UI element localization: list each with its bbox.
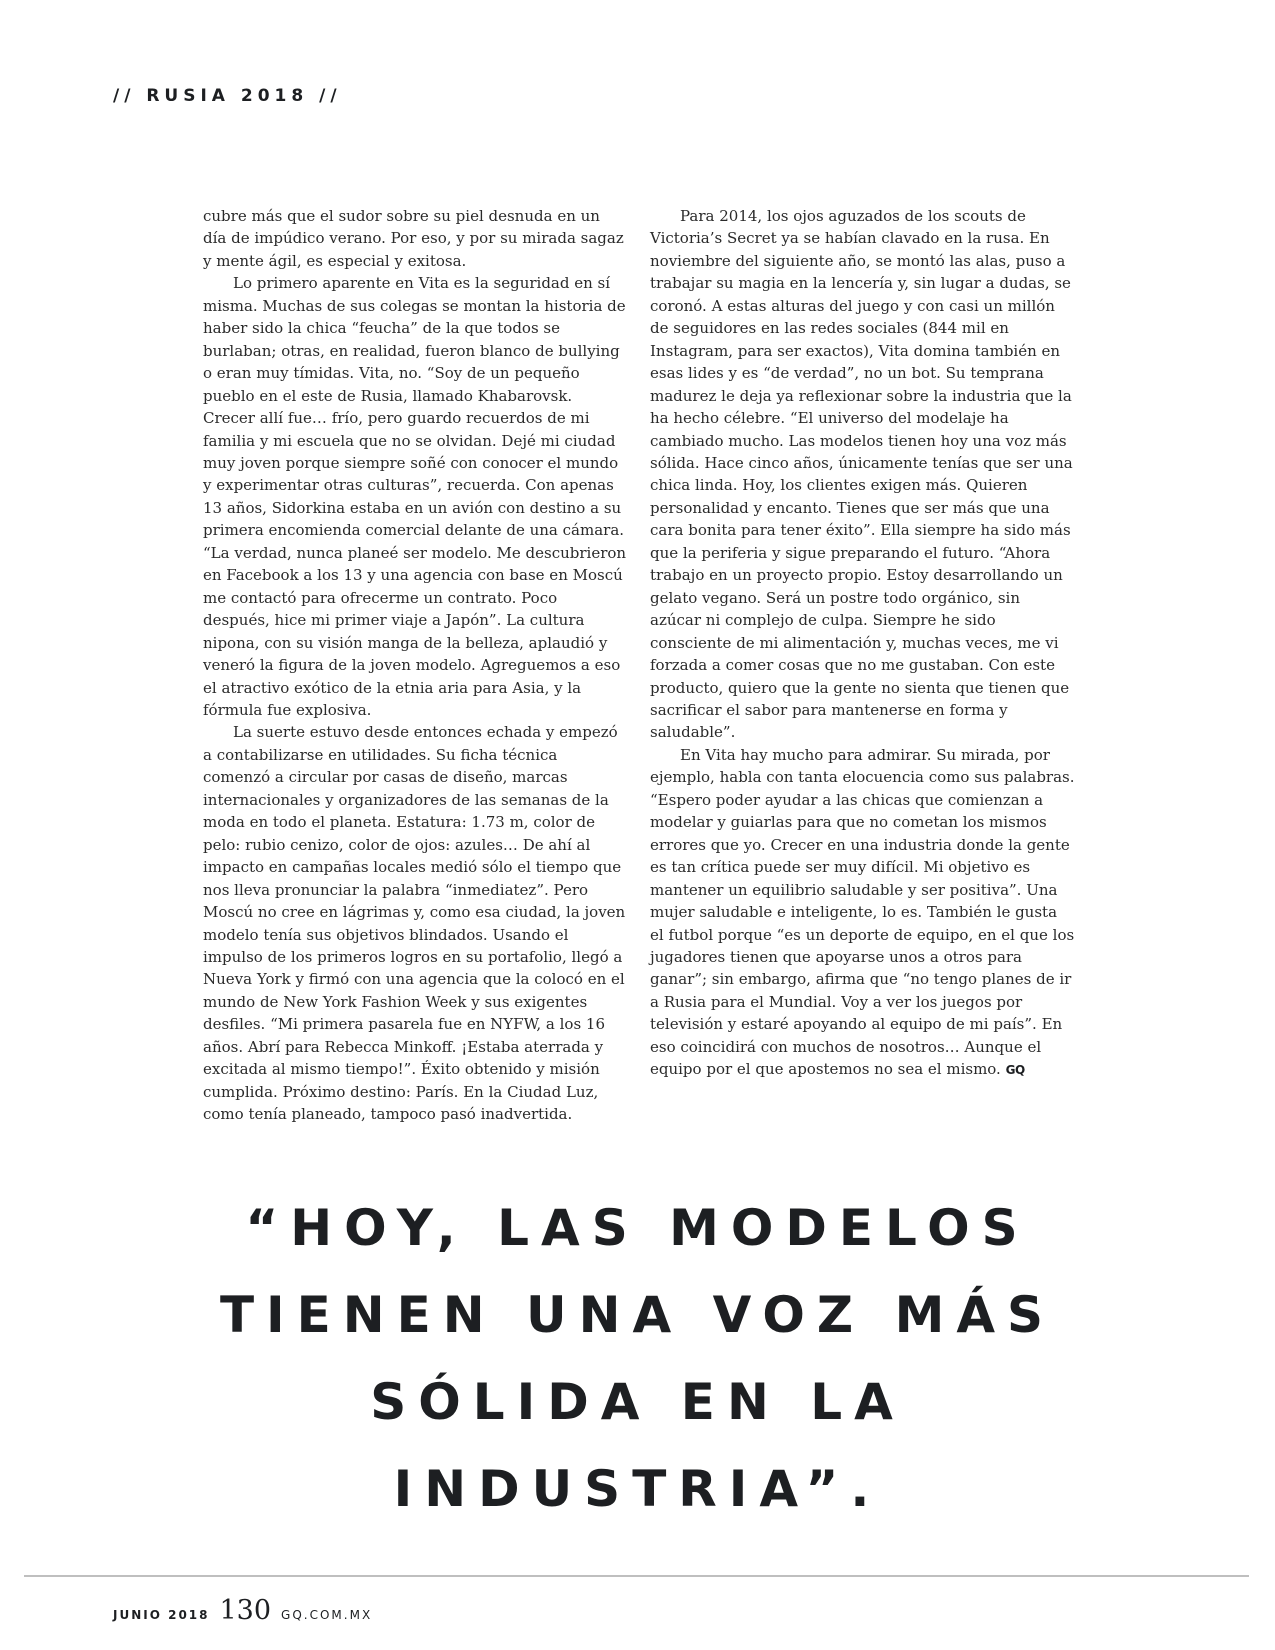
pull-quote: “HOY, LAS MODELOS TIENEN UNA VOZ MÁS SÓLIDA EN LA INDUSTRIA”. bbox=[219, 1199, 1056, 1518]
article-paragraph-text: En Vita hay mucho para admirar. Su mirada, por ejemplo, habla con tanta elocuencia como sus palabras. “Espero poder ayudar a las chicas que comienzan a modelar y guiarlas para que no cometan los mismos errores que yo. Crecer en una industria donde la gente es tan crítica puede ser muy difícil. Mi objetivo es mantener un equilibrio saludable y ser positiva”. Una mujer saludable e inteligente, lo es. También le gusta el futbol porque “es un deporte de equipo, en el que los jugadores tienen que apoyarse unos a otros para ganar”; sin embargo, afirma que “no tengo planes de ir a Rusia para el Mundial. Voy a ver los juegos por televisión y estaré apoyando al equipo de mi país”. En eso coincidirá con muchos de nosotros… Aunque el equipo por el que apostemos no sea el mismo. bbox=[650, 745, 1075, 1079]
site-url: GQ.COM.MX bbox=[281, 1608, 373, 1622]
article-column-left bbox=[203, 205, 628, 1126]
article-paragraph: Para 2014, los ojos aguzados de los scouts de Victoria’s Secret ya se habían clavado en la rusa. En noviembre del siguiente año, se montó las alas, puso a trabajar su magia en la lencería y, sin lugar a dudas, se coronó. A estas alturas del juego y con casi un millón de seguidores en las redes sociales (844 mil en Instagram, para ser exactos), Vita domina también en esas lides y es “de verdad”, no un bot. Su temprana madurez le deja ya reflexionar sobre la industria que la ha hecho célebre. “El universo del modelaje ha cambiado mucho. Las modelos tienen hoy una voz más sólida. Hace cinco años, únicamente tenías que ser una chica linda. Hoy, los clientes exigen más. Quieren personalidad y encanto. Tienes que ser más que una cara bonita para tener éxito”. Ella siempre ha sido más que la periferia y sigue preparando el futuro. “Ahora trabajo en un proyecto propio. Estoy desarrollando un gelato vegano. Será un postre todo orgánico, sin azúcar ni complejo de culpa. Siempre he sido consciente de mi alimentación y, muchas veces, me vi forzada a comer cosas que no me gustaban. Con este producto, quiero que la gente no sienta que tienen que sacrificar el sabor para mantenerse en forma y saludable”. bbox=[650, 207, 1073, 742]
page-number: 130 bbox=[219, 1595, 272, 1626]
article-paragraph: La suerte estuvo desde entonces echada y empezó a contabilizarse en utilidades. Su ficha técnica comenzó a circular por casas de diseño, marcas internacionales y organizadores de las semanas de la moda en todo el planeta. Estatura: 1.73 m, color de pelo: rubio cenizo, color de ojos: azules… De ahí al impacto en campañas locales medió sólo el tiempo que nos lleva pronunciar la palabra “inmediatez”. Pero Moscú no cree en lágrimas y, como esa ciudad, la joven modelo tenía sus objetivos blindados. Usando el impulso de los primeros logros en su portafolio, llegó a Nueva York y firmó con una agencia que la colocó en el mundo de New York Fashion Week y sus exigentes desfiles. “Mi primera pasarela fue en NYFW, a los 16 años. Abrí para Rebecca Minkoff. ¡Estaba aterrada y excitada al mismo tiempo!”. Éxito obtenido y misión cumplida. Próximo destino: París. En la Ciudad Luz, como tenía planeado, tampoco pasó inadvertida. bbox=[203, 723, 626, 1124]
article-paragraph: cubre más que el sudor sobre su piel desnuda en un día de impúdico verano. Por eso, y por su mirada sagaz y mente ágil, es especial y exitosa. bbox=[203, 207, 624, 270]
section-label: // RUSIA 2018 // bbox=[113, 86, 342, 106]
article-column-right bbox=[650, 205, 1075, 1082]
footer-divider bbox=[24, 1575, 1249, 1577]
gq-end-mark: GQ bbox=[1005, 1063, 1025, 1078]
page-footer bbox=[113, 1595, 372, 1635]
article-paragraph: Lo primero aparente en Vita es la seguridad en sí misma. Muchas de sus colegas se montan la historia de haber sido la chica “feucha” de la que todos se burlaban; otras, en realidad, fueron blanco de bullying o eran muy tímidas. Vita, no. “Soy de un pequeño pueblo en el este de Rusia, llamado Khabarovsk. Crecer allí fue… frío, pero guardo recuerdos de mi familia y mi escuela que no se olvidan. Dejé mi ciudad muy joven porque siempre soñé con conocer el mundo y experimentar otras culturas”, recuerda. Con apenas 13 años, Sidorkina estaba en un avión con destino a su primera encomienda comercial delante de una cámara. “La verdad, nunca planeé ser modelo. Me descubrieron en Facebook a los 13 y una agencia con base en Moscú me contactó para ofrecerme un contrato. Poco después, hice mi primer viaje a Japón”. La cultura nipona, con su visión manga de la belleza, aplaudió y veneró la figura de la joven modelo. Agreguemos a eso el atractivo exótico de la etnia aria para Asia, y la fórmula fue explosiva. bbox=[203, 274, 627, 719]
article-paragraph-last bbox=[650, 744, 1075, 1082]
issue-date: JUNIO 2018 bbox=[113, 1608, 210, 1622]
